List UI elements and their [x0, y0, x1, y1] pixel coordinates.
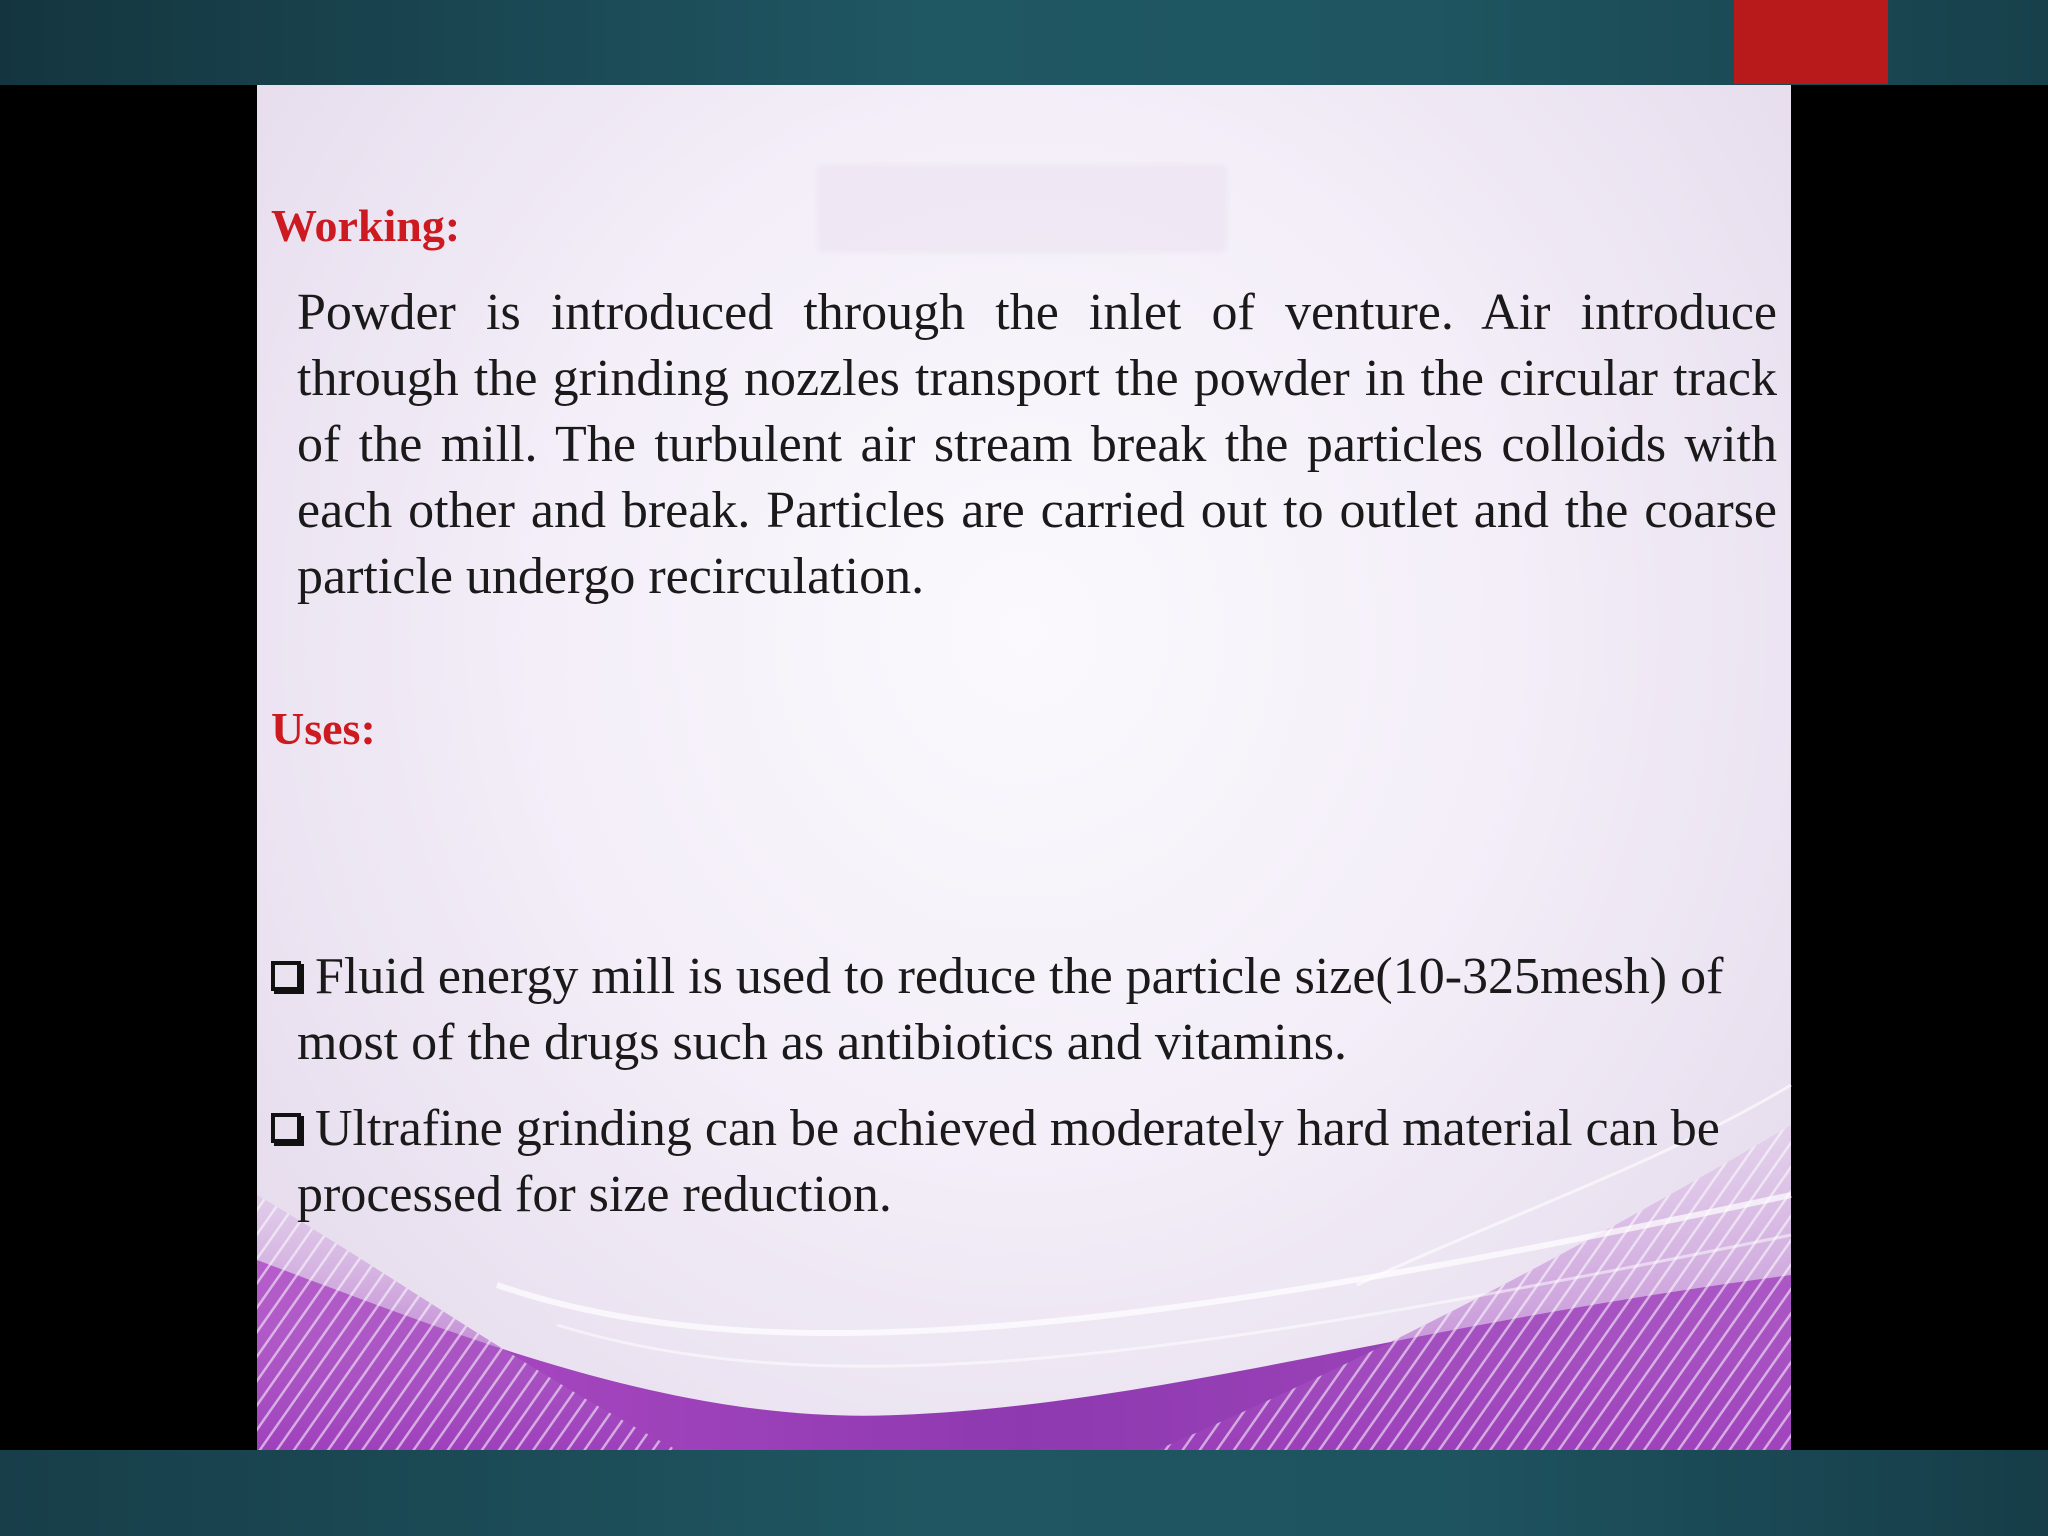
bottom-frame-band	[0, 1450, 2048, 1536]
uses-bullet-line: most of the drugs such as antibiotics and vitamins.	[297, 1014, 1347, 1071]
uses-bullet-item	[271, 1096, 1777, 1228]
uses-heading: Uses:	[271, 703, 376, 754]
letterbox-right	[1791, 85, 2048, 1450]
uses-bullet-line: Fluid energy mill is used to reduce the particle size(10-325mesh) of	[315, 948, 1724, 1005]
checkbox-square-icon	[271, 961, 301, 991]
uses-bullet-line: Ultrafine grinding can be achieved moderately hard material can be	[315, 1100, 1720, 1157]
uses-bullet-line: processed for size reduction.	[297, 1166, 892, 1223]
checkbox-square-icon	[271, 1113, 301, 1143]
slide	[257, 85, 1791, 1450]
uses-bullet-item	[271, 944, 1777, 1076]
red-accent-block	[1734, 0, 1888, 84]
working-paragraph: Powder is introduced through the inlet of venture. Air introduce through the grinding nozzles transport the powder in the circular track of the mill. The turbulent air stream break the particles colloids with each other and break. Particles are carried out to outlet and the coarse particle undergo recirculation.	[297, 284, 1777, 605]
letterbox-left	[0, 85, 257, 1450]
working-heading: Working:	[271, 200, 461, 251]
